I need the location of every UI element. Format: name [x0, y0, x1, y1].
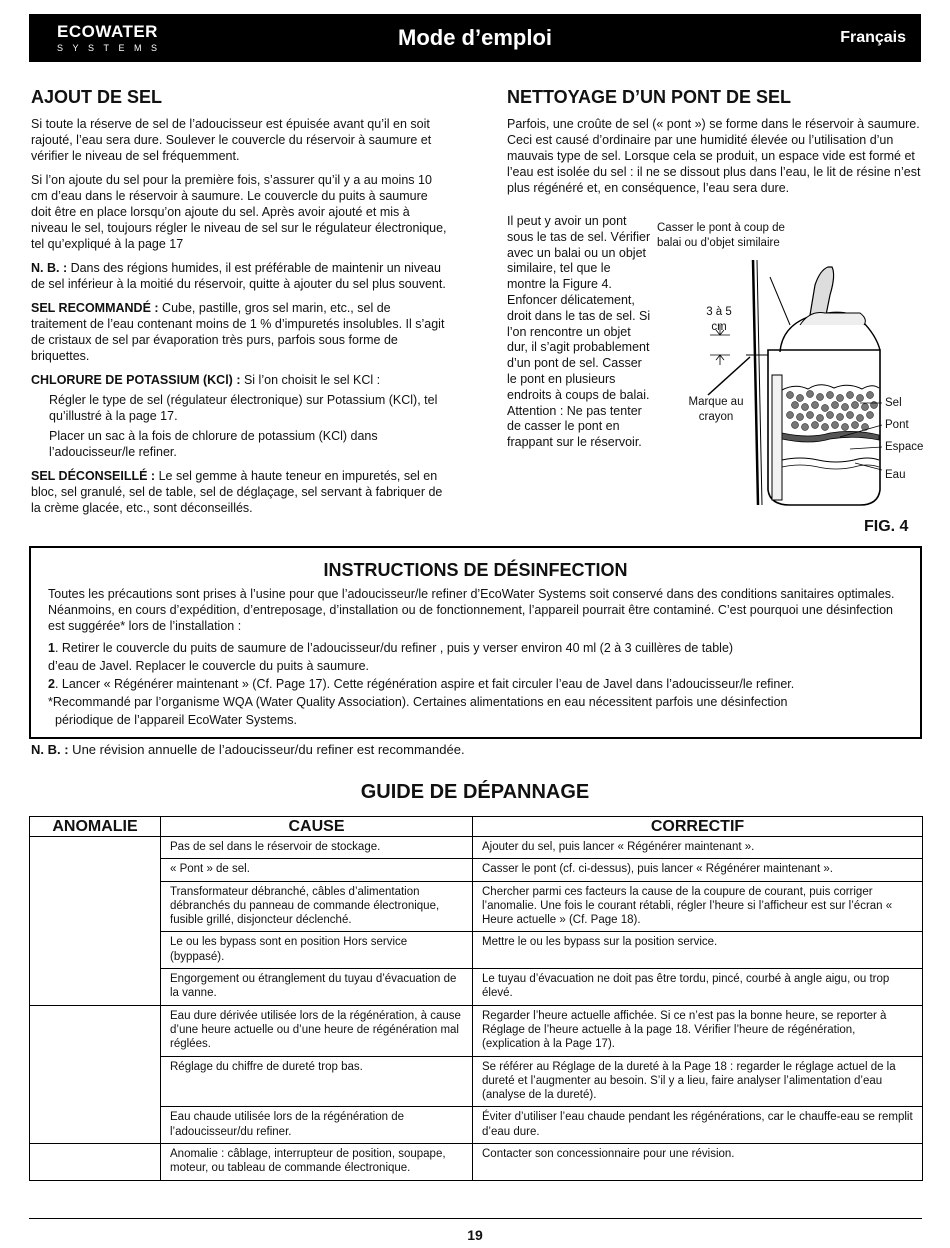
brine-well: [772, 375, 782, 500]
disinfection-step-1-cont: d’eau de Javel. Replacer le couvercle du puits à saumure.: [48, 659, 370, 673]
disinfection-footnote: *Recommandé par l’organisme WQA (Water Quality Association). Certaines alimentations en eau nécessitent parfois une désinfection: [48, 695, 788, 709]
cause-cell: Engorgement ou étranglement du tuyau d’évacuation de la vanne.: [161, 969, 473, 1006]
kcl-text: Si l’on choisit le sel KCl :: [240, 373, 381, 387]
discouraged-salt: [31, 468, 449, 516]
figure-label-water: Eau: [885, 469, 906, 481]
cause-cell: Réglage du chiffre de dureté trop bas.: [161, 1056, 473, 1107]
language-label: Français: [840, 29, 906, 46]
fix-cell: Regarder l’heure actuelle affichée. Si ce n’est pas la bonne heure, se reporter à Réglage de l’heure actuelle à la page 18. Vérifier l’heure de régénération, (explication à la Page 17).: [473, 1005, 923, 1056]
recommended-label: SEL RECOMMANDÉ :: [31, 301, 159, 315]
kcl-label: CHLORURE DE POTASSIUM (KCl) :: [31, 373, 241, 387]
anomaly-cell-2: [30, 1005, 161, 1143]
step-2-number: 2: [48, 677, 55, 691]
figure-label-pencil-mark: Marque au crayon: [688, 396, 744, 423]
bridge-paragraph-1: Parfois, une croûte de sel (« pont ») se forme dans le réservoir à saumure. Ceci est causé d’ordinaire par une humidité élevée ou l’utilisation d’un mauvais type de sel. Lorsque cela se produit, un espace vide est formé et l’eau est isolée du sel : il ne se dissout plus dans l’eau, le lit de résine n’est plus régénéré et, en conséquence, l’eau sera dure.: [507, 117, 921, 195]
page-header: [29, 14, 921, 62]
note-text: Dans des régions humides, il est préférable de maintenir un niveau de sel inférieur à la moitié du réservoir, quitte à ajouter du sel plus souvent.: [31, 261, 446, 291]
figure-label-dimension: 3 à 5 cm: [706, 306, 732, 333]
cause-cell: Le ou les bypass sont en position Hors service (byppasé).: [161, 932, 473, 969]
salt-title: AJOUT DE SEL: [31, 87, 163, 107]
salt-humidity-note: [31, 260, 449, 292]
fix-cell: Ajouter du sel, puis lancer « Régénérer maintenant ».: [473, 837, 923, 859]
disinfection-step-1: [48, 640, 908, 656]
table-row: [30, 969, 923, 1006]
figure-label-salt: Sel: [885, 397, 902, 409]
disinfection-title: INSTRUCTIONS DE DÉSINFECTION: [323, 560, 628, 580]
cause-cell: Anomalie : câblage, interrupteur de position, soupape, moteur, ou tableau de commande électronique.: [161, 1144, 473, 1181]
kcl-heading: [31, 372, 449, 388]
discouraged-label: SEL DÉCONSEILLÉ :: [31, 469, 156, 483]
page-title: Mode d’emploi: [398, 25, 552, 50]
note-label: N. B. :: [31, 261, 68, 275]
figure-caption: FIG. 4: [864, 518, 909, 535]
disinfection-box: [29, 546, 922, 739]
table-row: [30, 1144, 923, 1181]
fix-cell: Se référer au Réglage de la dureté à la Page 18 : regarder le réglage actuel de la dureté et l’augmenter au besoin. S’il y a lieu, faire analyser l’alimentation d’eau (analyse de la dureté).: [473, 1056, 923, 1107]
anomaly-cell-3: [30, 1144, 161, 1181]
salt-paragraph-2: Si l’on ajoute du sel pour la première fois, s’assurer qu’il y a au moins 10 cm d’eau dans le réservoir à saumure. Le couvercle du puits à saumure doit être en place lorsqu’on ajoute du sel. Après avoir ajouté et mis à niveau le sel, toujours régler le niveau de sel sur le régulateur électronique, tel qu’expliqué à la page 17: [31, 173, 447, 251]
mark-leader: [708, 357, 750, 395]
bridge-paragraph-2: [507, 214, 652, 451]
dimension-arrow-bottom: [716, 355, 724, 365]
fix-cell: Contacter son concessionnaire pour une révision.: [473, 1144, 923, 1181]
brand-name: ECOWATER: [57, 22, 158, 41]
troubleshooting-table: [29, 816, 923, 1181]
troubleshooting-title: GUIDE DE DÉPANNAGE: [360, 781, 590, 803]
table-row: [30, 1107, 923, 1144]
salt-paragraph-1: Si toute la réserve de sel de l’adoucisseur est épuisée avant qu’il en soit rajouté, l’eau sera dure. Soulever le couvercle du réservoir à saumure et vérifier le niveau de sel fréquemment.: [31, 117, 432, 163]
cause-cell: Eau dure dérivée utilisée lors de la régénération, à cause d’une heure actuelle ou d’une heure de régénération mal réglées.: [161, 1005, 473, 1056]
step-2-text: . Lancer « Régénérer maintenant » (Cf. Page 17). Cette régénération aspire et fait circuler l’eau de Javel dans l’adoucisseur/le refiner.: [54, 677, 795, 691]
table-row: [30, 1056, 923, 1107]
cause-cell: Eau chaude utilisée lors de la régénération de l’adoucisseur/du refiner.: [161, 1107, 473, 1144]
footer-rule: [29, 1218, 922, 1219]
bridge-instructions: Il peut y avoir un pont sous le tas de sel. Vérifier avec un balai ou un objet similaire, tel que le montre la Figure 4. Enfoncer délicatement, droit dans le tas de sel. Si l’on rencontre un objet dur, il s’agit probablement d’un pont de sel. Casser le pont en plusieurs endroits à coups de balai. Attention : Ne pas tenter de casser le pont en frappant sur le réservoir.: [507, 214, 651, 450]
figure-label-bridge: Pont: [885, 419, 909, 431]
kcl-step-1: Régler le type de sel (régulateur électronique) sur Potassium (KCl), tel qu’illustré à la page 17.: [49, 393, 438, 423]
annual-note-label: N. B. :: [31, 742, 69, 757]
cause-cell: Pas de sel dans le réservoir de stockage.: [161, 837, 473, 859]
break-arrow: [770, 277, 790, 325]
discouraged-text: Le sel gemme à haute teneur en impuretés, sel en bloc, sel granulé, sel de table, sel de déglaçage, sel servant à fabriquer de la crème glacée, etc., sont déconseillés.: [31, 469, 443, 515]
header-anomaly: ANOMALIE: [30, 817, 161, 837]
table-row: [30, 837, 923, 859]
table-row: [30, 1005, 923, 1056]
fix-cell: Le tuyau d’évacuation ne doit pas être tordu, pincé, courbé à angle aigu, ou trop élevé.: [473, 969, 923, 1006]
fix-cell: Mettre le ou les bypass sur la position service.: [473, 932, 923, 969]
table-row: [30, 932, 923, 969]
disinfection-body: [48, 586, 908, 730]
anomaly-cell-1: [30, 837, 161, 1006]
disinfection-step-2: [48, 676, 908, 692]
fix-cell: Éviter d’utiliser l’eau chaude pendant les régénérations, car le chauffe-eau se remplit d’eau dure.: [473, 1107, 923, 1144]
kcl-step-2: Placer un sac à la fois de chlorure de potassium (KCl) dans l’adoucisseur/le refiner.: [49, 429, 378, 459]
header-fix: CORRECTIF: [473, 817, 923, 837]
figure-label-break: Casser le pont à coup de balai ou d’objet similaire: [657, 222, 785, 249]
table-header-row: [30, 817, 923, 837]
valve-head: [810, 267, 834, 315]
cause-cell: Transformateur débranché, câbles d’alimentation débranchés du panneau de commande électronique, fusible grillé, disjoncteur déclenché.: [161, 881, 473, 932]
bridge-section: [507, 86, 921, 204]
table-row: [30, 881, 923, 932]
fix-cell: Casser le pont (cf. ci-dessus), puis lancer « Régénérer maintenant ».: [473, 859, 923, 881]
disinfection-intro: Toutes les précautions sont prises à l’usine pour que l’adoucisseur/le refiner d’EcoWater Systems soit conservé dans des conditions sanitaires optimales. Néanmoins, en cours d’expédition, d’entreposage, d’installation ou de fonctionnement, l’appareil pourrait être contaminé. C’est pourquoi une désinfection est suggérée* lors de l’installation :: [48, 587, 895, 633]
annual-note-text: Une révision annuelle de l’adoucisseur/du refiner est recommandée.: [68, 742, 465, 757]
disinfection-footnote-cont: périodique de l’appareil EcoWater Systems.: [55, 713, 298, 727]
fix-cell: Chercher parmi ces facteurs la cause de la coupure de courant, puis corriger l’anomalie. Une fois le courant rétabli, régler l’heure si l’afficheur est sur l’écran « Heure actuelle » (Cf. Page 18).: [473, 881, 923, 932]
annual-service-note: [31, 742, 465, 757]
recommended-text: Cube, pastille, gros sel marin, etc., sel de traitement de l’eau contenant moins de 1 % d’impuretés insolubles. Il s’agit de cristaux de sel par évaporation très purs, parfois sous forme de briquettes.: [31, 301, 445, 363]
header-cause: CAUSE: [161, 817, 473, 837]
table-row: [30, 859, 923, 881]
bridge-title: NETTOYAGE D’UN PONT DE SEL: [507, 87, 792, 107]
step-1-text: . Retirer le couvercle du puits de saumure de l’adoucisseur/du refiner , puis y verser environ 40 ml (2 à 3 cuillères de table): [54, 641, 734, 655]
salt-section: [31, 86, 449, 524]
cause-cell: « Pont » de sel.: [161, 859, 473, 881]
brand-subtitle: SYSTEMS: [57, 43, 167, 53]
recommended-salt: [31, 300, 449, 364]
figure-label-space: Espace: [885, 441, 924, 453]
page-number: 19: [467, 1227, 483, 1243]
step-1-number: 1: [48, 641, 55, 655]
